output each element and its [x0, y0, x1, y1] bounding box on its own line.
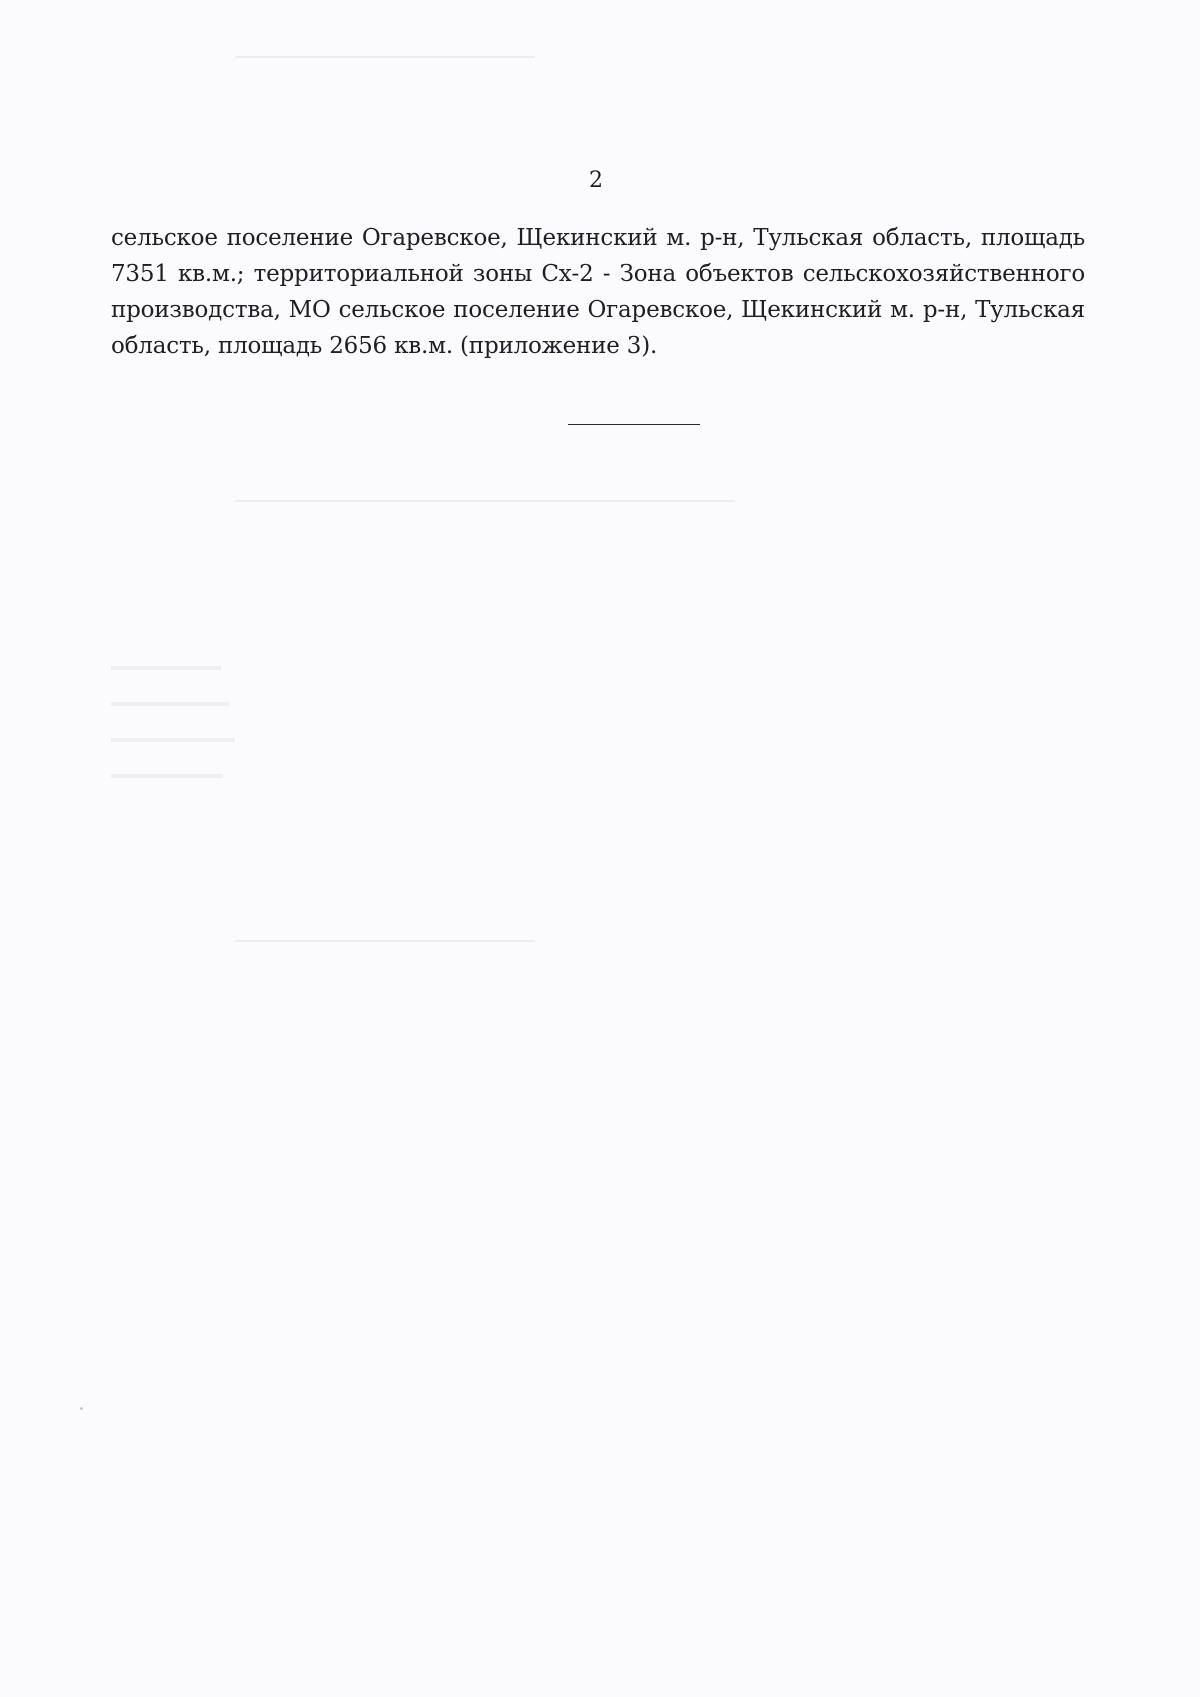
show-through-text-block [111, 652, 241, 802]
show-through-line [235, 56, 535, 58]
scan-speck [80, 1407, 83, 1410]
show-through-line [235, 940, 535, 942]
show-through-line [235, 500, 735, 502]
page-number: 2 [589, 168, 603, 193]
end-of-text-rule [568, 424, 700, 425]
document-paragraph: сельское поселение Огаревское, Щекинский м. р-н, Тульская область, площадь 7351 кв.м.; территориальной зоны Сх-2 - Зона объектов сельскохозяйственного производства, МО сельское поселение Огаревское, Щекинский м. р-н, Тульская область, площадь 2656 кв.м. (приложение 3). [111, 225, 1085, 359]
